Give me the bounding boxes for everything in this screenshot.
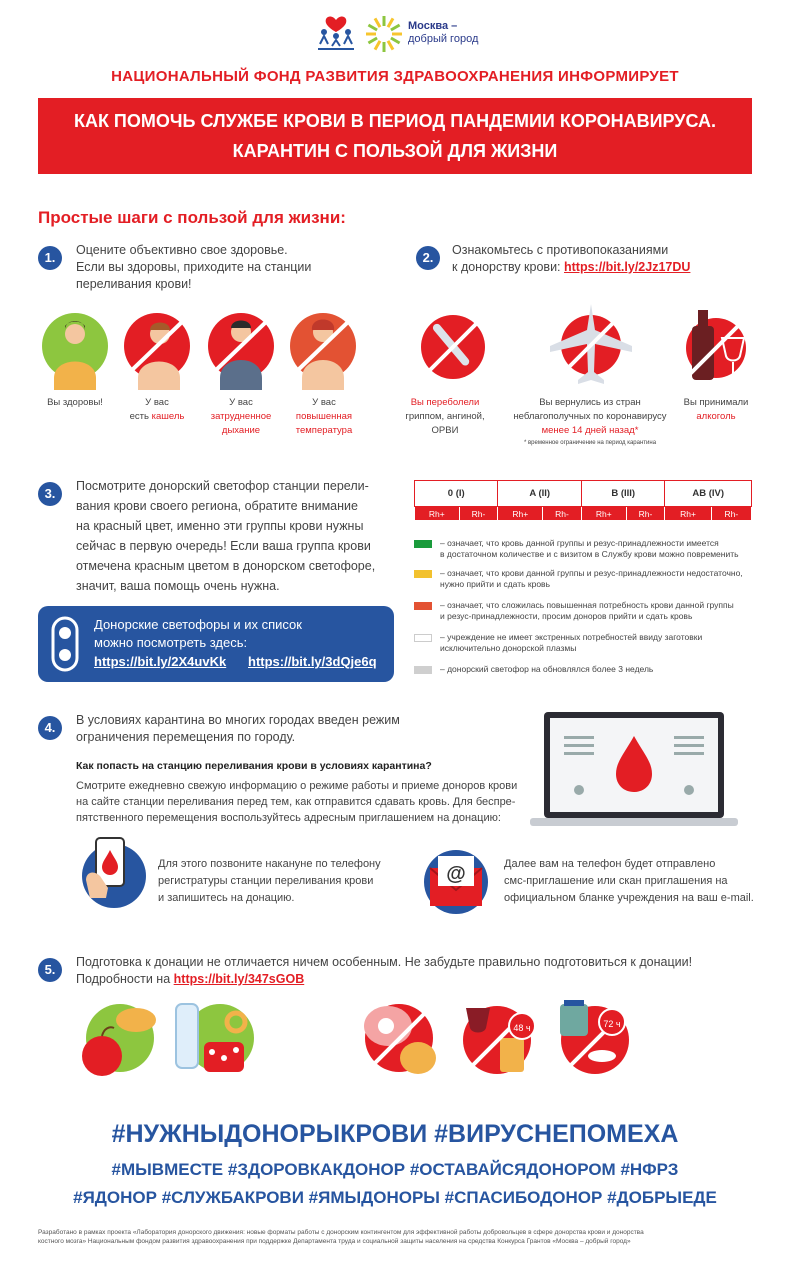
swatch-yellow bbox=[414, 570, 432, 578]
no-fatty-food-icon bbox=[356, 998, 442, 1080]
step4-question: Как попасть на станцию переливания крови в условиях карантина? bbox=[76, 760, 432, 772]
footer-credits: Разработано в рамках проекта «Лаборатория донорского движения: новые форматы работы с донорским контингентом для эффективной работы добровольцев в сфере донорства крови и донорства костного мозга» Национальным фондом развития здравоохранения при поддержке Департамента труда и социальной защиты населения на средства Конкурса Грантов «Москва – добрый город» bbox=[38, 1229, 644, 1245]
step5-text: Подготовка к донации не отличается ничем особенным. Не забудьте правильно подготовиться к донации! Подробности на https://bit.ly/347sGOB bbox=[76, 955, 693, 986]
traffic-light-info-box bbox=[38, 606, 394, 682]
rh-cell: Rh- bbox=[711, 507, 751, 521]
healthy-food-icon bbox=[74, 998, 160, 1080]
traffic-link-1[interactable]: https://bit.ly/2X4uvKk bbox=[94, 654, 227, 669]
fever-person-icon bbox=[288, 306, 358, 390]
step-number-2: 2. bbox=[416, 246, 440, 270]
traffic-light-icon bbox=[50, 616, 80, 672]
hashtags-line-3: #ЯДОНОР #СЛУЖБАКРОВИ #ЯМЫДОНОРЫ #СПАСИБОДОНОР #ДОБРЫЕДЕ bbox=[73, 1188, 717, 1207]
cap-breathing: У вас затрудненное дыхание bbox=[210, 397, 272, 436]
no-medicine-72h-icon bbox=[554, 998, 636, 1080]
cap-alcohol: Вы принимали алкоголь bbox=[683, 397, 749, 422]
breathing-person-icon bbox=[206, 306, 276, 390]
phone-text: Для этого позвоните накануне по телефону регистратуры станции переливания крови и запишитесь на донацию. bbox=[158, 858, 381, 904]
banner-line-1: КАК ПОМОЧЬ СЛУЖБЕ КРОВИ В ПЕРИОД ПАНДЕМИИ КОРОНАВИРУСА. bbox=[73, 111, 717, 131]
section-title: Простые шаги с пользой для жизни: bbox=[38, 208, 346, 227]
swatch-grey bbox=[414, 666, 432, 674]
logo2-text: Москва – добрый город bbox=[408, 20, 479, 45]
step4-intro: В условиях карантина во многих городах введен режим ограничения перемещения по городу. bbox=[76, 713, 400, 744]
info-box-text: Донорские светофоры и их список можно посмотреть здесь: bbox=[94, 617, 302, 650]
swatch-red bbox=[414, 602, 432, 610]
phone-icon bbox=[78, 836, 150, 912]
swatch-white bbox=[414, 634, 432, 642]
step-number-5: 5. bbox=[38, 958, 62, 982]
group-a: A (II) bbox=[498, 481, 581, 507]
badge-48h: 48 ч bbox=[508, 1012, 536, 1040]
banner-line-2: КАРАНТИН С ПОЛЬЗОЙ ДЛЯ ЖИЗНИ bbox=[232, 141, 558, 161]
cap-flu: Вы переболели гриппом, ангиной, ОРВИ bbox=[405, 397, 485, 436]
informs-heading: НАЦИОНАЛЬНЫЙ ФОНД РАЗВИТИЯ ЗДРАВООХРАНЕНИЯ ИНФОРМИРУЕТ bbox=[111, 68, 679, 85]
hashtags-line-1: #НУЖНЫДОНОРЫКРОВИ #ВИРУСНЕПОМЕХА bbox=[111, 1120, 679, 1148]
contraindications-link[interactable]: https://bit.ly/2Jz17DU bbox=[564, 260, 691, 274]
rh-cell: Rh- bbox=[459, 507, 498, 521]
step4-paragraph: Смотрите ежедневно свежую информацию о режиме работы и приеме доноров крови на сайте станции переливания перед тем, как отправится сдавать кровь. Для беспре- пятственного перемещения воспользуйтесь адресным приглашением на донацию: bbox=[76, 780, 518, 824]
email-icon bbox=[420, 846, 492, 918]
cap-travel: Вы вернулись из стран неблагополучных по коронавирусу менее 14 дней назад* * временное ограничение на период карантина bbox=[513, 397, 667, 446]
title-banner bbox=[38, 98, 752, 174]
svg-text:@: @ bbox=[446, 863, 466, 885]
legend-grey: – донорский светофор на обновлялся более 3 недель bbox=[414, 664, 754, 684]
traffic-legend bbox=[414, 538, 754, 684]
legend-green: – означает, что кровь данной группы и резус-принадлежности имеется в достаточном количестве и с визитом в Службу крови можно повременить bbox=[414, 538, 754, 568]
step1-text: Оцените объективно свое здоровье. Если вы здоровы, приходите на станции переливания крови! bbox=[76, 243, 312, 291]
preparation-link[interactable]: https://bit.ly/347sGOB bbox=[173, 972, 305, 986]
cap-cough: У вас есть кашель bbox=[129, 397, 185, 422]
traffic-link-2[interactable]: https://bit.ly/3dQje6q bbox=[248, 654, 377, 669]
badge-72h: 72 ч bbox=[598, 1008, 626, 1036]
alcohol-icon bbox=[680, 308, 752, 384]
rh-cell: Rh- bbox=[543, 507, 582, 521]
step-number-3: 3. bbox=[38, 482, 62, 506]
moscow-good-city-logo bbox=[364, 14, 404, 54]
swatch-green bbox=[414, 540, 432, 548]
nfrz-logo bbox=[312, 12, 360, 52]
legend-yellow: – означает, что крови данной группы и резус-принадлежности недостаточно, нужно прийти и сдать кровь bbox=[414, 568, 754, 600]
laptop-icon bbox=[528, 710, 740, 830]
step3-text: Посмотрите донорский светофор станции перели- вания крови своего региона, обратите внимание на красный цвет, именно эти группы крови нужны сейчас в первую очередь! Если ваша группа крови отмечена красным цветом в донорском светофоре, значит, ваша помощь очень нужна. bbox=[76, 479, 376, 593]
rh-cell: Rh+ bbox=[665, 507, 711, 521]
airplane-icon bbox=[546, 300, 636, 390]
hashtags-line-2: #МЫВМЕСТЕ #ЗДОРОВКАКДОНОР #ОСТАВАЙСЯДОНОРОМ #НФРЗ bbox=[111, 1160, 679, 1179]
cap-fever: У вас повышенная температура bbox=[295, 397, 353, 436]
rh-cell: Rh+ bbox=[498, 507, 543, 521]
step-number-4: 4. bbox=[38, 716, 62, 740]
group-ab: AB (IV) bbox=[665, 481, 752, 507]
cough-person-icon bbox=[122, 306, 192, 390]
legend-white: – учреждение не имеет экстренных потребностей ввиду заготовки исключительно донорской плазмы bbox=[414, 632, 754, 664]
group-0: 0 (I) bbox=[415, 481, 498, 507]
step2-text: Ознакомьтесь с противопоказаниями к донорству крови: https://bit.ly/2Jz17DU bbox=[452, 243, 691, 274]
mail-text: Далее вам на телефон будет отправлено смс-приглашение или скан приглашения на официальном бланке учреждения на ваш e-mail. bbox=[504, 858, 754, 904]
step-number-1: 1. bbox=[38, 246, 62, 270]
group-b: B (III) bbox=[581, 481, 664, 507]
legend-red: – означает, что сложилась повышенная потребность крови данной группы и резус-принадлежности, просим доноров прийти и сдать кровь bbox=[414, 600, 754, 632]
rh-cell: Rh+ bbox=[415, 507, 460, 521]
thermometer-icon bbox=[416, 310, 490, 384]
drinks-icon bbox=[166, 998, 262, 1080]
rh-cell: Rh+ bbox=[581, 507, 626, 521]
cap-healthy: Вы здоровы! bbox=[47, 397, 103, 408]
blood-group-table bbox=[414, 480, 752, 521]
rh-cell: Rh- bbox=[626, 507, 665, 521]
healthy-person-icon bbox=[40, 306, 110, 390]
